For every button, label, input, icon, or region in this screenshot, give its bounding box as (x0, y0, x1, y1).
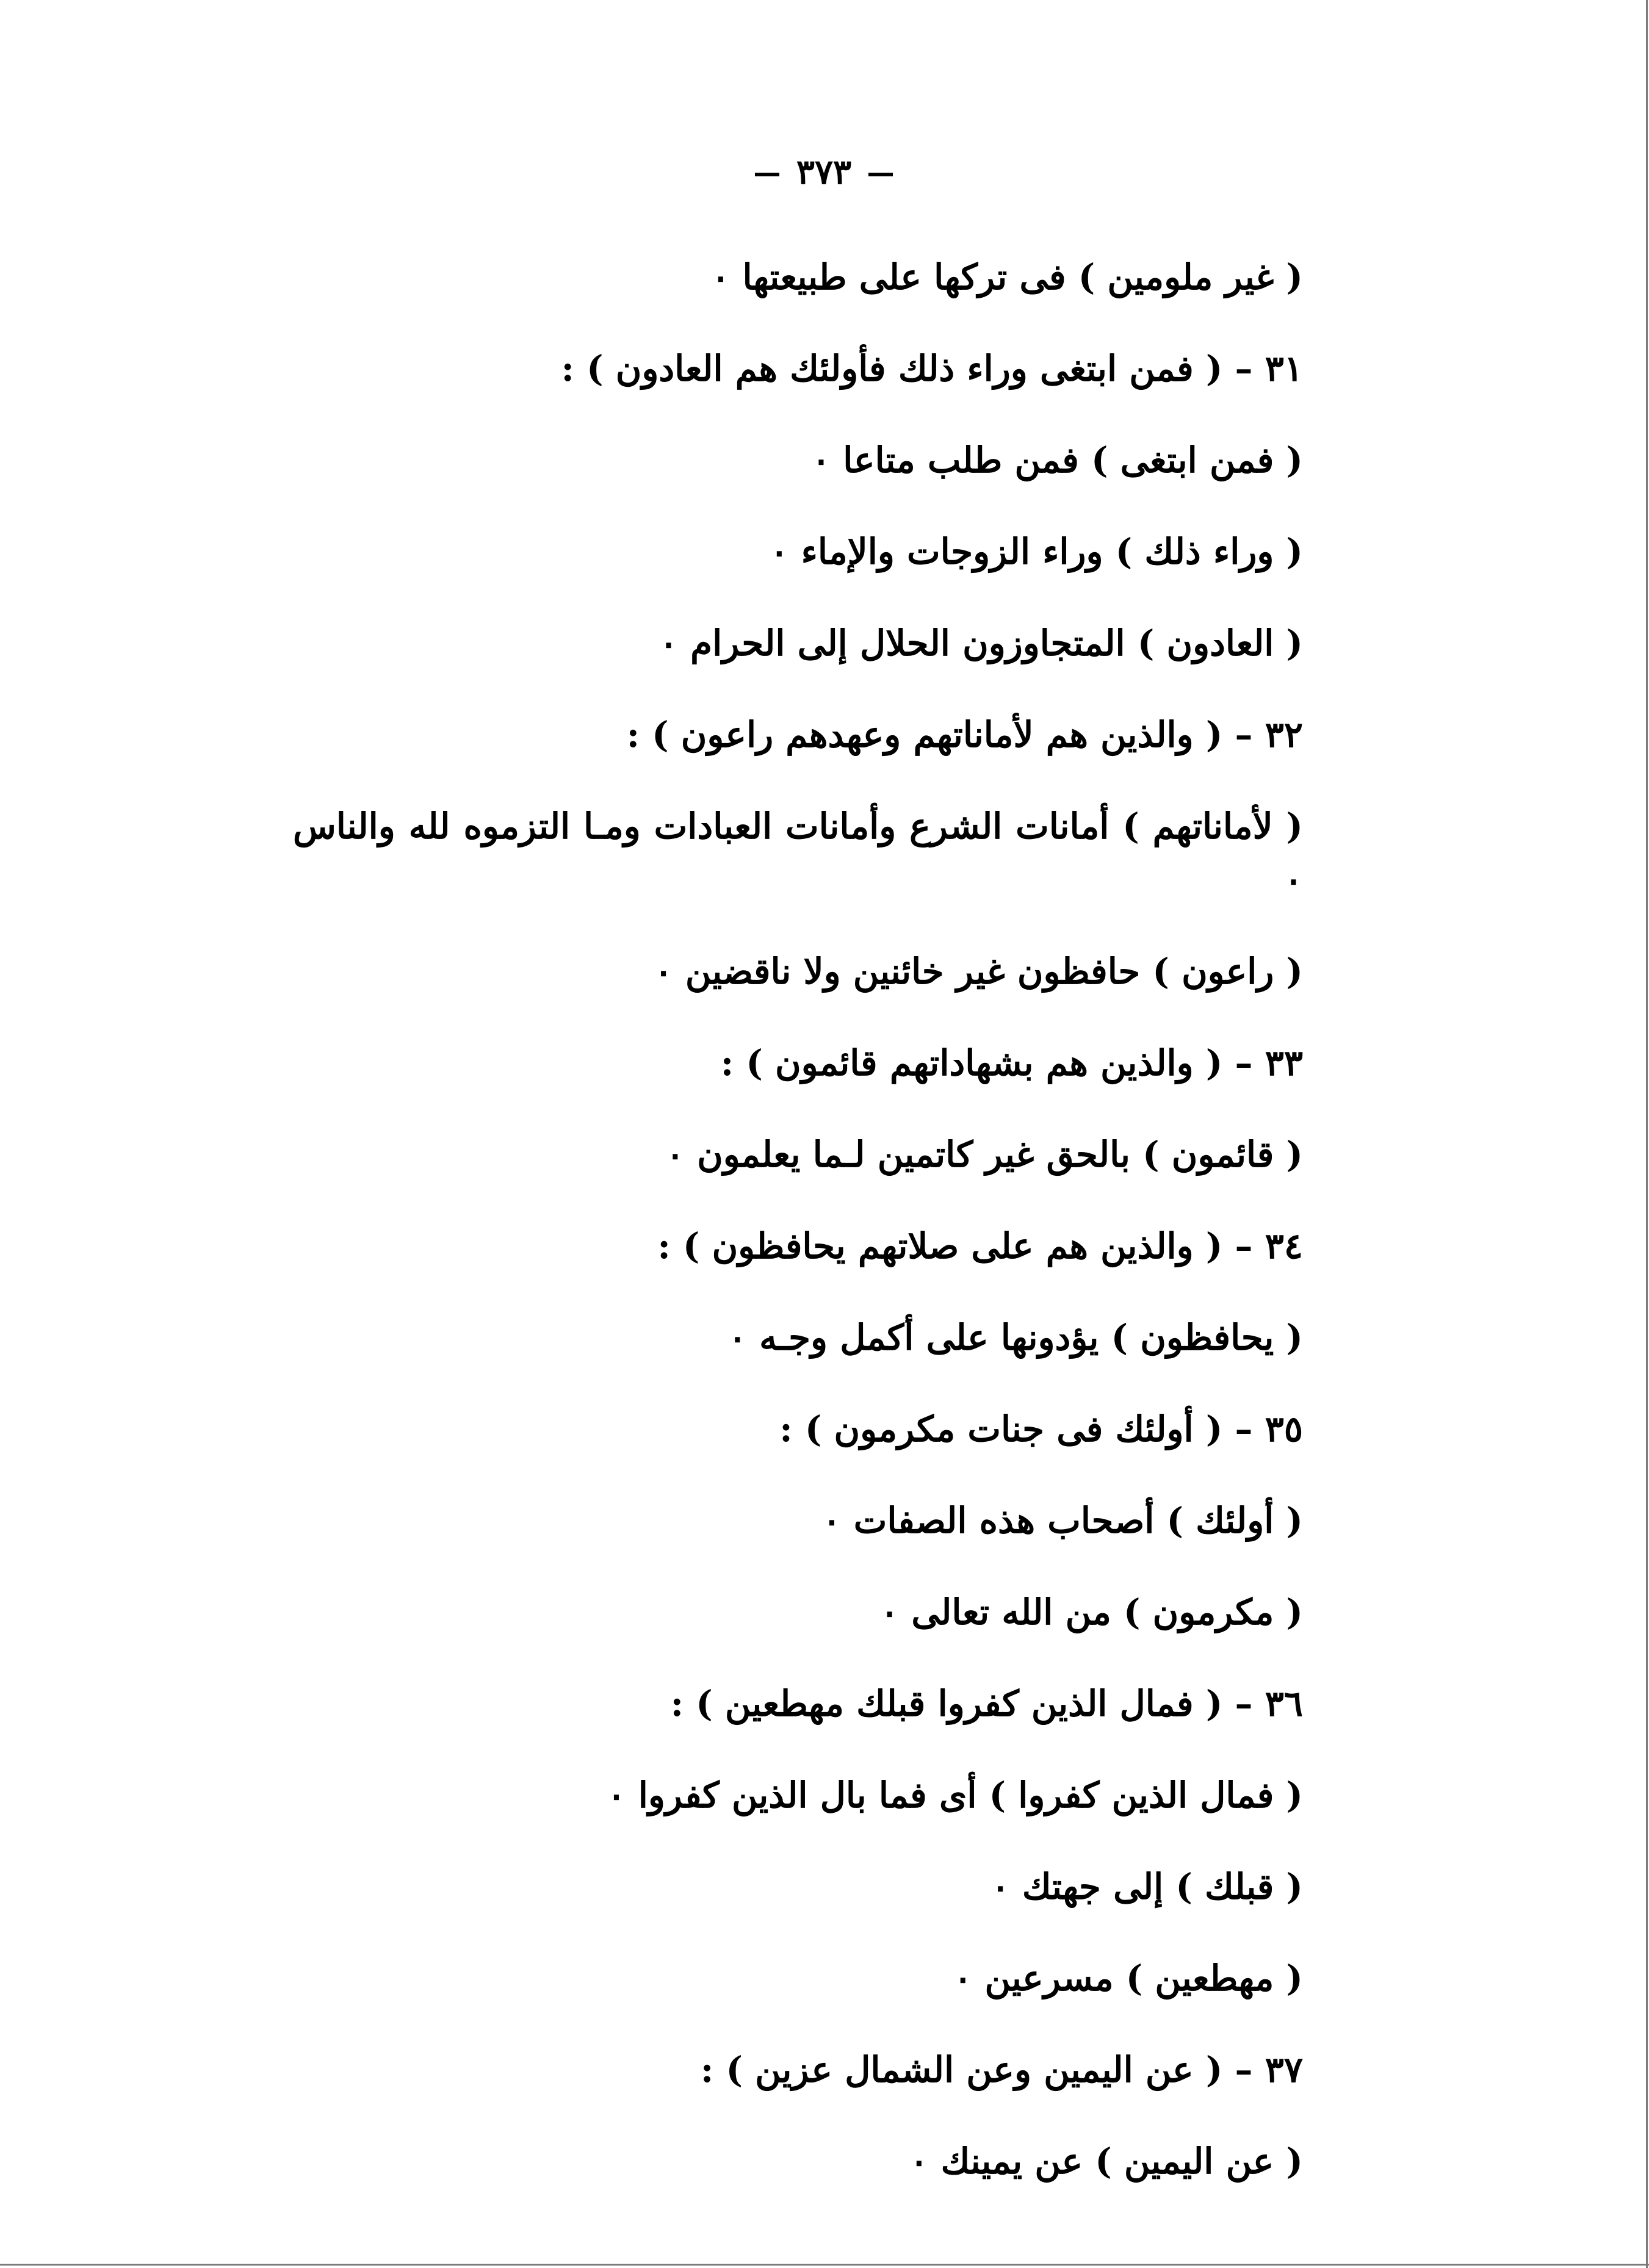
verse-heading: ٣٢ – ( والذين هم لأماناتهم وعهدهم راعون ) : (626, 714, 1303, 755)
text-line: ( أولئك ) أصحاب هذه الصفات ٠ (822, 1500, 1303, 1541)
verse-heading: ٣٧ – ( عن اليمين وعن الشمال عزين ) : (700, 2049, 1303, 2090)
text-paragraph: ( لأماناتهم ) أمانات الشرع وأمانات العبادات ومـا التزموه لله والناس ٠ (293, 805, 1303, 901)
text-line: ( عن اليمين ) عن يمينك ٠ (909, 2140, 1303, 2182)
text-line: ( مكرمون ) من الله تعالى ٠ (879, 1591, 1303, 1633)
text-line: ( وراء ذلك ) وراء الزوجات والإماء ٠ (770, 531, 1303, 572)
page-edge-right (1646, 0, 1648, 2268)
verse-heading: ٣١ – ( فمن ابتغى وراء ذلك فأولئك هم العادون ) : (561, 348, 1303, 389)
text-line: ( قبلك ) إلى جهتك ٠ (990, 1866, 1303, 1907)
text-line: ( مهطعين ) مسرعين ٠ (953, 1957, 1303, 1999)
verse-heading: ٣٤ – ( والذين هم على صلاتهم يحافظون ) : (657, 1225, 1303, 1267)
page-number-dash-left (755, 173, 779, 176)
page-number-dash-right (868, 173, 893, 176)
page-number (702, 148, 946, 196)
text-line: ( قائمون ) بالحق غير كاتمين لـما يعلمون ٠ (665, 1134, 1303, 1175)
verse-heading: ٣٦ – ( فمال الذين كفروا قبلك مهطعين ) : (670, 1683, 1303, 1724)
text-line: ( غير ملومين ) فى تركها على طبيعتها ٠ (711, 256, 1303, 298)
verse-heading: ٣٥ – ( أولئك فى جنات مكرمون ) : (779, 1408, 1303, 1450)
text-line: ( فمن ابتغى ) فمن طلب متاعا ٠ (811, 439, 1303, 481)
text-line: ( فمال الذين كفروا ) أى فما بال الذين كفروا ٠ (607, 1774, 1303, 1816)
text-line: ( راعون ) حافظون غير خائنين ولا ناقضين ٠ (654, 951, 1303, 992)
verse-heading: ٣٣ – ( والذين هم بشهاداتهم قائمون ) : (720, 1042, 1303, 1084)
page-edge-bottom (0, 2264, 1649, 2266)
text-line: ( يحافظون ) يؤدونها على أكمل وجـه ٠ (727, 1317, 1303, 1358)
page-number-value: ٣٧٣ (796, 152, 852, 192)
body-text (293, 250, 1303, 2226)
text-line: ( العادون ) المتجاوزون الحلال إلى الحرام ٠ (659, 622, 1303, 664)
